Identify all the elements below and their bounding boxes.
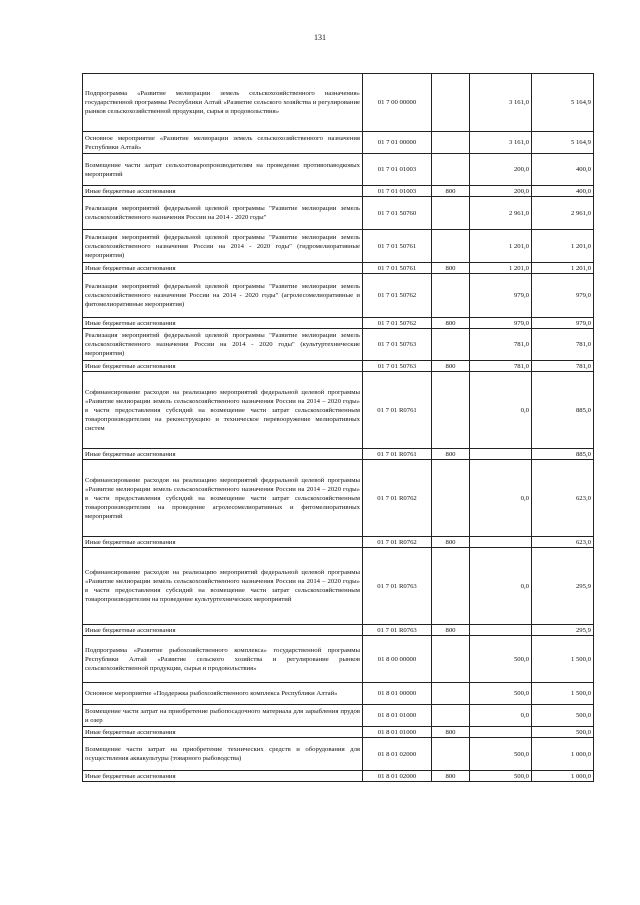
row-amount-year1-cell	[470, 537, 532, 548]
row-amount-year1-cell	[470, 449, 532, 460]
table-row	[83, 460, 594, 537]
table-row	[83, 154, 594, 186]
table-row	[83, 449, 594, 460]
row-name-cell: Иные бюджетные ассигнования	[83, 449, 363, 460]
row-amount-year1-cell: 0,0	[470, 372, 532, 449]
row-expense-type-cell: 800	[432, 537, 470, 548]
row-amount-year1-cell: 2 961,0	[470, 197, 532, 230]
row-name-cell: Реализация мероприятий федеральной целевой программы "Развитие мелиорации земель сельскохозяйственного назначения России на 2014 - 2020 годы"	[83, 197, 363, 230]
row-amount-year2-cell: 623,0	[532, 537, 594, 548]
row-amount-year2-cell: 885,0	[532, 449, 594, 460]
table-row	[83, 372, 594, 449]
row-amount-year1-cell: 979,0	[470, 318, 532, 329]
table-row	[83, 548, 594, 625]
row-amount-year2-cell: 2 961,0	[532, 197, 594, 230]
row-amount-year2-cell: 885,0	[532, 372, 594, 449]
row-amount-year2-cell: 295,9	[532, 548, 594, 625]
row-name-cell: Возмещение части затрат на приобретение рыбопосадочного материала для зарыбления прудов и озер	[83, 705, 363, 727]
row-amount-year1-cell	[470, 727, 532, 738]
row-amount-year1-cell: 1 201,0	[470, 230, 532, 263]
row-name-cell: Возмещение части затрат на приобретение технических средств и оборудования для осуществления аквакультуры (товарного рыбоводства)	[83, 738, 363, 771]
row-amount-year1-cell: 200,0	[470, 154, 532, 186]
table-row	[83, 625, 594, 636]
table-row	[83, 274, 594, 318]
table-row	[83, 771, 594, 782]
row-expense-type-cell: 800	[432, 318, 470, 329]
row-expense-type-cell	[432, 548, 470, 625]
row-amount-year1-cell: 0,0	[470, 548, 532, 625]
row-amount-year2-cell: 979,0	[532, 274, 594, 318]
row-amount-year2-cell: 781,0	[532, 329, 594, 361]
row-code-cell: 01 8 01 02000	[363, 738, 432, 771]
table-row	[83, 329, 594, 361]
table-row	[83, 230, 594, 263]
row-code-cell: 01 7 01 R0763	[363, 548, 432, 625]
row-code-cell: 01 8 01 00000	[363, 683, 432, 705]
row-amount-year2-cell: 500,0	[532, 727, 594, 738]
row-expense-type-cell: 800	[432, 625, 470, 636]
row-expense-type-cell: 800	[432, 727, 470, 738]
table-row	[83, 537, 594, 548]
row-code-cell: 01 7 01 01003	[363, 154, 432, 186]
row-amount-year1-cell: 781,0	[470, 329, 532, 361]
row-name-cell: Подпрограмма «Развитие рыбохозяйственного комплекса» государственной программы Республики Алтай «Развитие сельского хозяйства и регулирование рынков сельскохозяйственной продукции, сырья и продовольствия»	[83, 636, 363, 683]
table-row	[83, 683, 594, 705]
row-amount-year2-cell: 5 164,9	[532, 132, 594, 154]
row-name-cell: Реализация мероприятий федеральной целевой программы "Развитие мелиорации земель сельскохозяйственного назначения России на 2014 - 2020 годы" (культуртехнические мероприятия)	[83, 329, 363, 361]
row-expense-type-cell	[432, 738, 470, 771]
row-amount-year1-cell: 3 161,0	[470, 132, 532, 154]
row-name-cell: Основное мероприятие «Поддержка рыбохозяйственного комплекса Республики Алтай»	[83, 683, 363, 705]
row-expense-type-cell: 800	[432, 263, 470, 274]
row-code-cell: 01 7 01 R0761	[363, 372, 432, 449]
row-expense-type-cell: 800	[432, 449, 470, 460]
row-amount-year1-cell: 979,0	[470, 274, 532, 318]
row-name-cell: Иные бюджетные ассигнования	[83, 625, 363, 636]
row-expense-type-cell	[432, 132, 470, 154]
row-amount-year1-cell: 0,0	[470, 705, 532, 727]
row-code-cell: 01 7 01 50763	[363, 361, 432, 372]
page-number: 131	[314, 33, 326, 42]
row-amount-year1-cell: 3 161,0	[470, 74, 532, 132]
row-code-cell: 01 7 01 50760	[363, 197, 432, 230]
row-code-cell: 01 7 01 01003	[363, 186, 432, 197]
table-row	[83, 186, 594, 197]
row-amount-year1-cell: 500,0	[470, 738, 532, 771]
row-amount-year1-cell	[470, 625, 532, 636]
row-code-cell: 01 7 01 50763	[363, 329, 432, 361]
table-row	[83, 318, 594, 329]
row-expense-type-cell	[432, 636, 470, 683]
row-amount-year1-cell: 500,0	[470, 683, 532, 705]
row-code-cell: 01 7 01 R0762	[363, 460, 432, 537]
row-expense-type-cell: 800	[432, 361, 470, 372]
row-name-cell: Иные бюджетные ассигнования	[83, 263, 363, 274]
row-expense-type-cell	[432, 460, 470, 537]
row-code-cell: 01 7 01 50761	[363, 263, 432, 274]
row-expense-type-cell	[432, 329, 470, 361]
row-expense-type-cell	[432, 230, 470, 263]
row-code-cell: 01 8 01 01000	[363, 705, 432, 727]
row-code-cell: 01 7 00 00000	[363, 74, 432, 132]
table-row	[83, 132, 594, 154]
row-amount-year2-cell: 1 201,0	[532, 230, 594, 263]
row-expense-type-cell	[432, 683, 470, 705]
row-code-cell: 01 7 01 R0762	[363, 537, 432, 548]
row-name-cell: Иные бюджетные ассигнования	[83, 318, 363, 329]
row-amount-year1-cell: 200,0	[470, 186, 532, 197]
table-row	[83, 197, 594, 230]
row-amount-year2-cell: 1 201,0	[532, 263, 594, 274]
row-expense-type-cell	[432, 372, 470, 449]
row-name-cell: Софинансирование расходов на реализацию мероприятий федеральной целевой программы «Развитие мелиорации земель сельскохозяйственного назначения России на 2014 – 2020 годы» в части предоставления субсидий на возмещение части затрат сельскохозяйственным товаропроизводителям на проведение культуртехнических мероприятий	[83, 548, 363, 625]
row-name-cell: Иные бюджетные ассигнования	[83, 361, 363, 372]
row-name-cell: Иные бюджетные ассигнования	[83, 727, 363, 738]
row-expense-type-cell: 800	[432, 186, 470, 197]
row-amount-year2-cell: 500,0	[532, 705, 594, 727]
row-code-cell: 01 7 01 50762	[363, 274, 432, 318]
row-amount-year1-cell: 1 201,0	[470, 263, 532, 274]
row-amount-year2-cell: 1 000,0	[532, 771, 594, 782]
table-row	[83, 636, 594, 683]
row-name-cell: Реализация мероприятий федеральной целевой программы "Развитие мелиорации земель сельскохозяйственного назначения России на 2014 - 2020 годы" (агролесомелиоративные и фитомелиоративные мероприятия)	[83, 274, 363, 318]
table-row	[83, 727, 594, 738]
row-expense-type-cell	[432, 705, 470, 727]
row-code-cell: 01 7 01 00000	[363, 132, 432, 154]
row-amount-year1-cell: 500,0	[470, 771, 532, 782]
row-name-cell: Основное мероприятие «Развитие мелиорации земель сельскохозяйственного назначения Республики Алтай»	[83, 132, 363, 154]
row-code-cell: 01 7 01 R0761	[363, 449, 432, 460]
row-code-cell: 01 8 01 02000	[363, 771, 432, 782]
table-row	[83, 263, 594, 274]
row-name-cell: Иные бюджетные ассигнования	[83, 771, 363, 782]
row-expense-type-cell	[432, 74, 470, 132]
row-code-cell: 01 7 01 50761	[363, 230, 432, 263]
row-name-cell: Реализация мероприятий федеральной целевой программы "Развитие мелиорации земель сельскохозяйственного назначения России на 2014 - 2020 годы" (гидромелиоративные мероприятия)	[83, 230, 363, 263]
row-amount-year2-cell: 400,0	[532, 186, 594, 197]
row-name-cell: Иные бюджетные ассигнования	[83, 186, 363, 197]
table-row	[83, 738, 594, 771]
row-code-cell: 01 7 01 R0763	[363, 625, 432, 636]
row-amount-year2-cell: 400,0	[532, 154, 594, 186]
row-amount-year2-cell: 1 500,0	[532, 636, 594, 683]
row-expense-type-cell	[432, 197, 470, 230]
row-amount-year2-cell: 1 000,0	[532, 738, 594, 771]
row-name-cell: Иные бюджетные ассигнования	[83, 537, 363, 548]
row-name-cell: Софинансирование расходов на реализацию мероприятий федеральной целевой программы «Развитие мелиорации земель сельскохозяйственного назначения России на 2014 – 2020 годы» в части предоставления субсидий на возмещение части затрат сельскохозяйственным товаропроизводителям на проведение агролесомелиоративных и фитомелиоративных мероприятий	[83, 460, 363, 537]
row-name-cell: Софинансирование расходов на реализацию мероприятий федеральной целевой программы «Развитие мелиорации земель сельскохозяйственного назначения России на 2014 – 2020 годы» в части предоставления субсидий на возмещение части затрат сельскохозяйственным товаропроизводителям на реконструкцию и техническое перевооружение мелиоративных систем	[83, 372, 363, 449]
row-expense-type-cell	[432, 154, 470, 186]
table-row	[83, 361, 594, 372]
row-expense-type-cell: 800	[432, 771, 470, 782]
table-row	[83, 705, 594, 727]
row-code-cell: 01 8 01 01000	[363, 727, 432, 738]
row-expense-type-cell	[432, 274, 470, 318]
row-name-cell: Возмещение части затрат сельхозтоваропроизводителям на проведение противопаводковых мероприятий	[83, 154, 363, 186]
row-amount-year1-cell: 500,0	[470, 636, 532, 683]
row-amount-year2-cell: 623,0	[532, 460, 594, 537]
row-amount-year1-cell: 781,0	[470, 361, 532, 372]
row-name-cell: Подпрограмма «Развитие мелиорации земель сельскохозяйственного назначения» государственной программы Республики Алтай «Развитие сельского хозяйства и регулирование рынков сельскохозяйственной продукции, сырья и продовольствия»	[83, 74, 363, 132]
table-row	[83, 74, 594, 132]
row-amount-year2-cell: 295,9	[532, 625, 594, 636]
row-code-cell: 01 7 01 50762	[363, 318, 432, 329]
row-amount-year2-cell: 781,0	[532, 361, 594, 372]
row-amount-year2-cell: 1 500,0	[532, 683, 594, 705]
row-amount-year2-cell: 979,0	[532, 318, 594, 329]
row-amount-year2-cell: 5 164,9	[532, 74, 594, 132]
budget-table-body	[83, 74, 594, 782]
row-code-cell: 01 8 00 00000	[363, 636, 432, 683]
budget-table	[82, 73, 594, 782]
row-amount-year1-cell: 0,0	[470, 460, 532, 537]
